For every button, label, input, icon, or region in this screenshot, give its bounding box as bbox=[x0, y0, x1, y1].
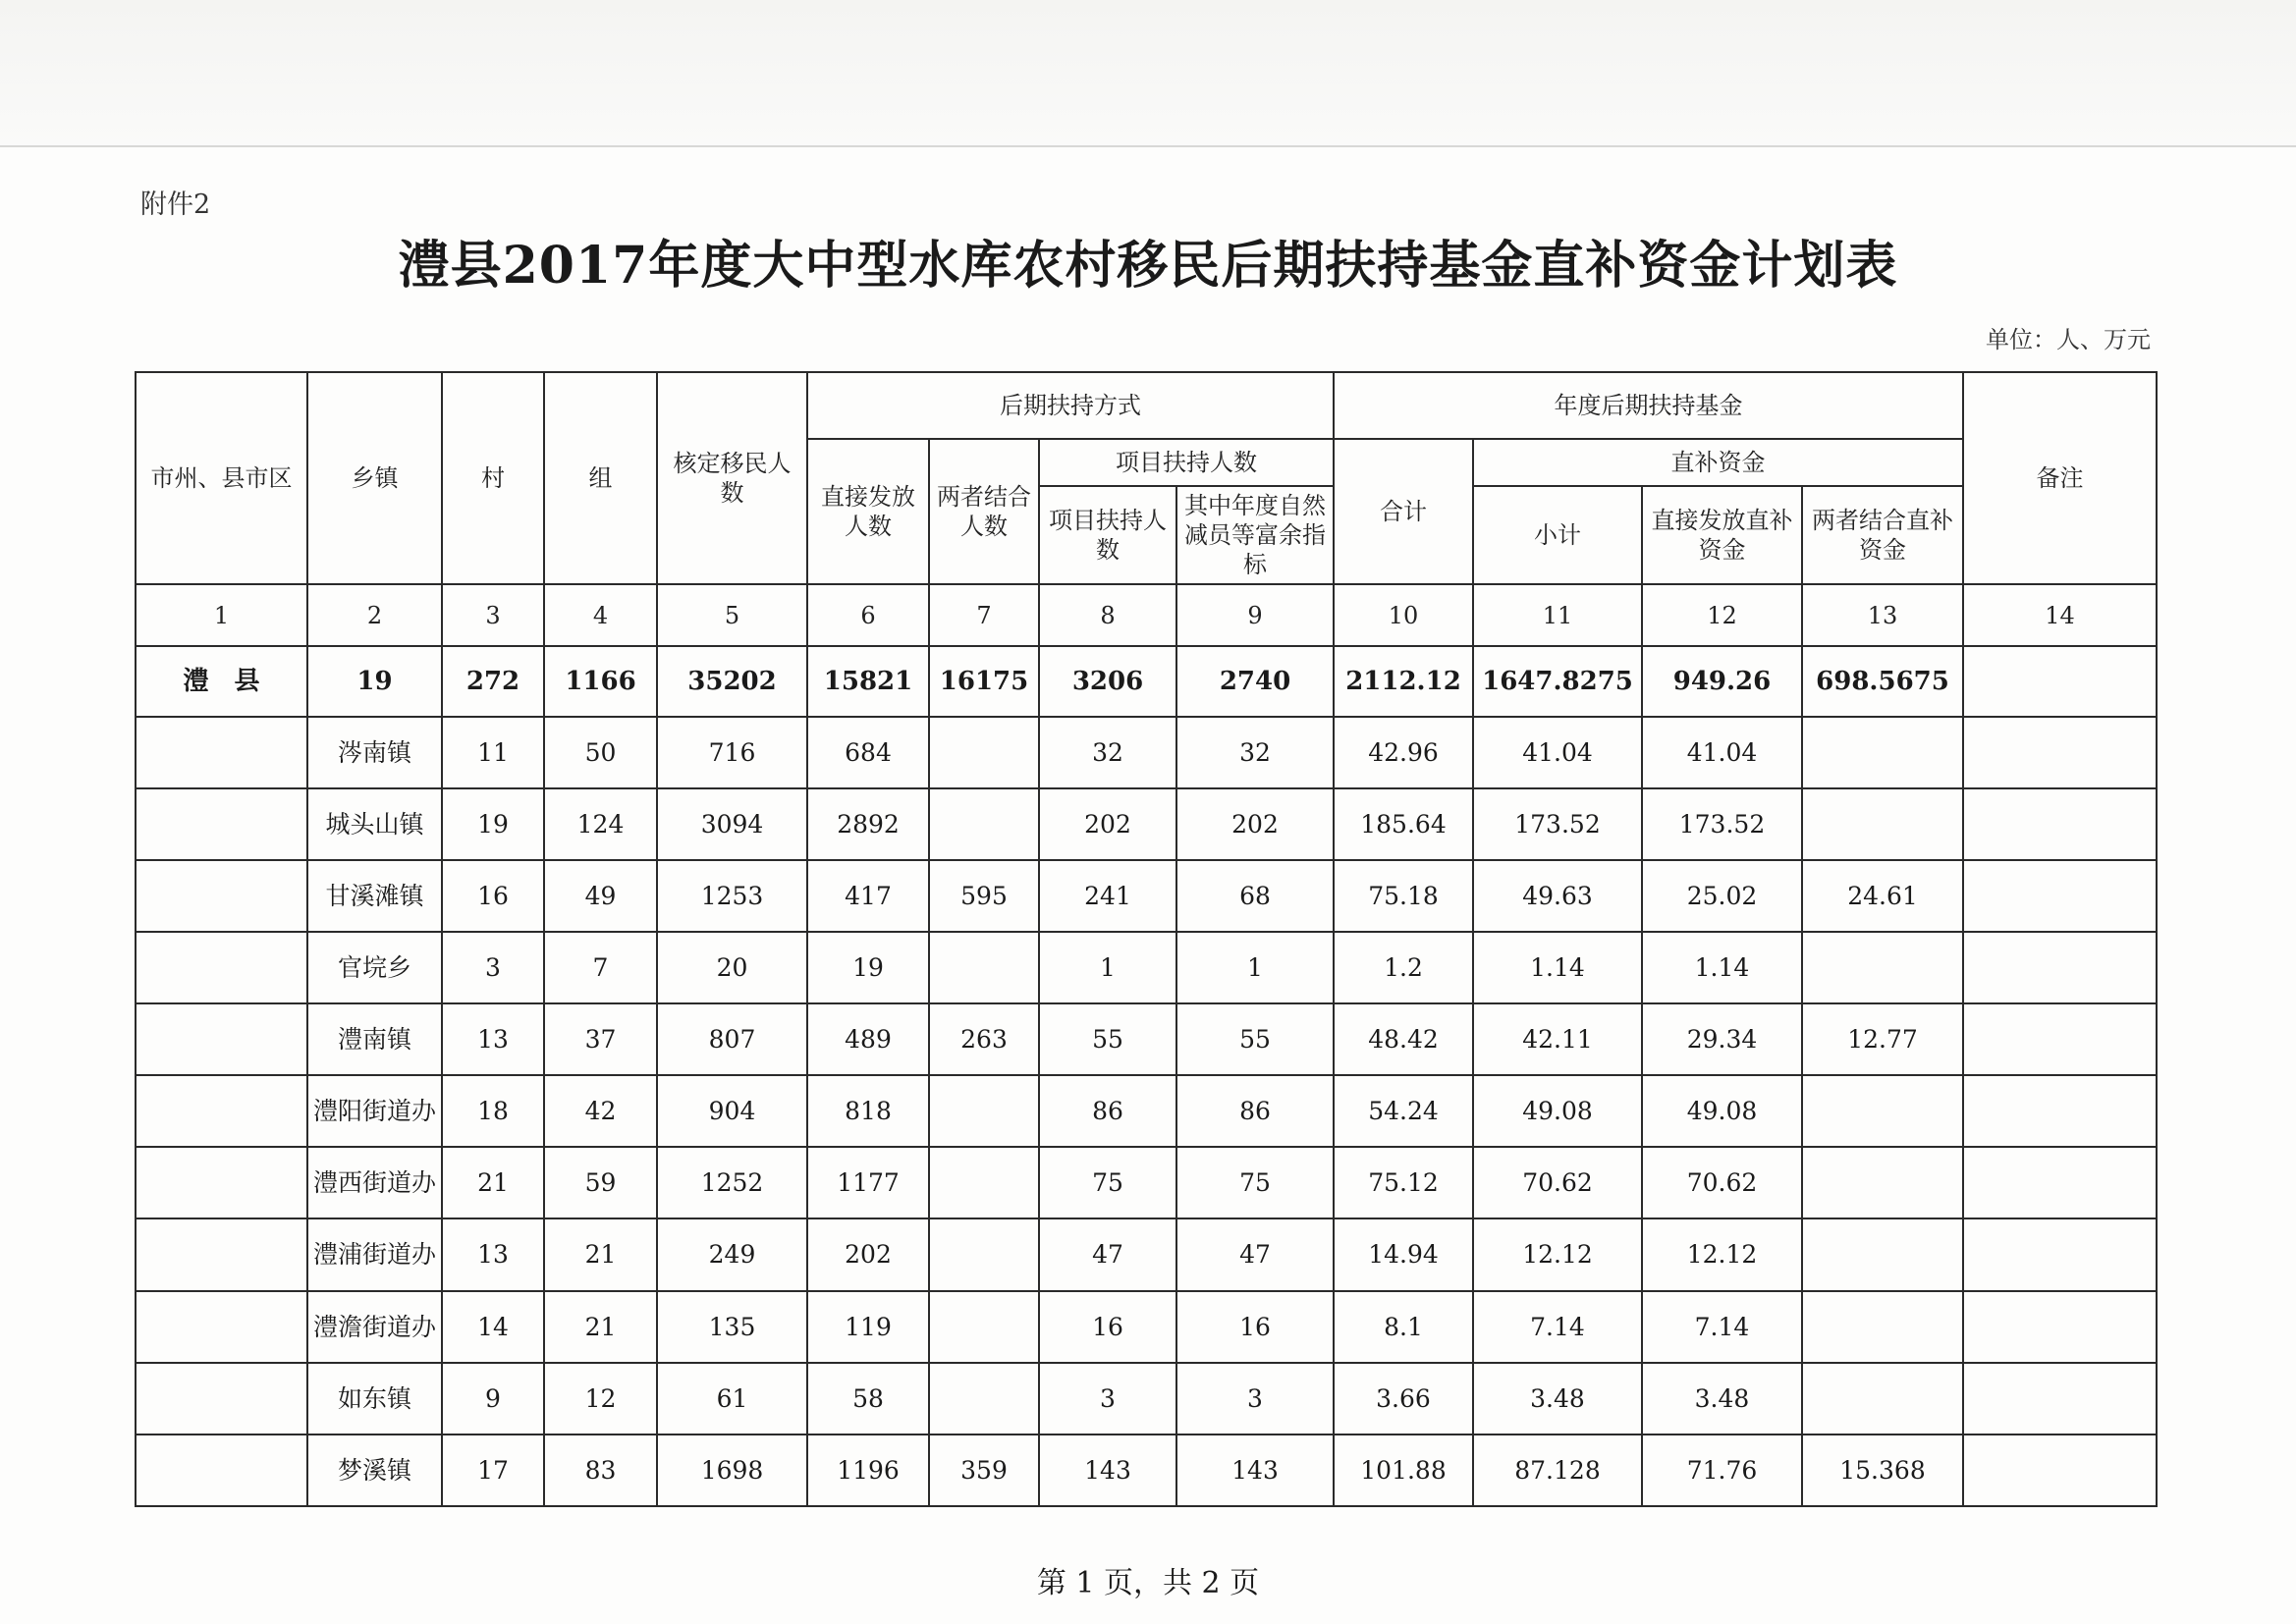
cell-town: 梦溪镇 bbox=[307, 1435, 442, 1506]
cell-verified: 249 bbox=[657, 1218, 807, 1290]
cell-remark bbox=[1963, 788, 2157, 860]
cell-combined bbox=[929, 788, 1039, 860]
cell-combined-fund: 24.61 bbox=[1802, 860, 1963, 932]
cell-combined-fund bbox=[1802, 1291, 1963, 1363]
cell-total: 48.42 bbox=[1334, 1003, 1473, 1075]
cell-town: 19 bbox=[307, 646, 442, 716]
cell-subtotal: 7.14 bbox=[1473, 1291, 1642, 1363]
cell-project: 47 bbox=[1039, 1218, 1176, 1290]
cell-total: 101.88 bbox=[1334, 1435, 1473, 1506]
cell-verified: 904 bbox=[657, 1075, 807, 1147]
column-number: 4 bbox=[544, 584, 657, 646]
cell-city bbox=[136, 1363, 307, 1435]
cell-reduction: 55 bbox=[1176, 1003, 1334, 1075]
cell-project: 1 bbox=[1039, 932, 1176, 1003]
cell-remark bbox=[1963, 1291, 2157, 1363]
cell-combined bbox=[929, 1218, 1039, 1290]
cell-direct-fund: 25.02 bbox=[1642, 860, 1802, 932]
cell-city bbox=[136, 788, 307, 860]
cell-group: 21 bbox=[544, 1291, 657, 1363]
cell-project: 241 bbox=[1039, 860, 1176, 932]
table-row bbox=[136, 932, 2157, 1003]
cell-town: 甘溪滩镇 bbox=[307, 860, 442, 932]
cell-subtotal: 3.48 bbox=[1473, 1363, 1642, 1435]
header-direct-count: 直接发放人数 bbox=[807, 439, 929, 584]
column-number: 13 bbox=[1802, 584, 1963, 646]
cell-project: 86 bbox=[1039, 1075, 1176, 1147]
cell-direct-fund: 70.62 bbox=[1642, 1147, 1802, 1218]
cell-direct: 818 bbox=[807, 1075, 929, 1147]
cell-combined-fund bbox=[1802, 932, 1963, 1003]
cell-direct: 2892 bbox=[807, 788, 929, 860]
cell-subtotal: 1.14 bbox=[1473, 932, 1642, 1003]
cell-direct: 1177 bbox=[807, 1147, 929, 1218]
table-row bbox=[136, 1003, 2157, 1075]
cell-city bbox=[136, 860, 307, 932]
cell-total: 8.1 bbox=[1334, 1291, 1473, 1363]
cell-combined-fund bbox=[1802, 1218, 1963, 1290]
table-row bbox=[136, 788, 2157, 860]
cell-total: 75.12 bbox=[1334, 1147, 1473, 1218]
column-number: 6 bbox=[807, 584, 929, 646]
cell-village: 13 bbox=[442, 1003, 544, 1075]
cell-group: 1166 bbox=[544, 646, 657, 716]
cell-direct: 119 bbox=[807, 1291, 929, 1363]
cell-direct: 489 bbox=[807, 1003, 929, 1075]
cell-combined-fund bbox=[1802, 788, 1963, 860]
column-number-row bbox=[136, 584, 2157, 646]
cell-town: 城头山镇 bbox=[307, 788, 442, 860]
cell-reduction: 2740 bbox=[1176, 646, 1334, 716]
cell-direct-fund: 7.14 bbox=[1642, 1291, 1802, 1363]
column-number: 9 bbox=[1176, 584, 1334, 646]
table-row bbox=[136, 860, 2157, 932]
cell-town: 澧南镇 bbox=[307, 1003, 442, 1075]
cell-village: 11 bbox=[442, 717, 544, 788]
header-town: 乡镇 bbox=[307, 372, 442, 584]
cell-subtotal: 42.11 bbox=[1473, 1003, 1642, 1075]
header-group: 组 bbox=[544, 372, 657, 584]
cell-village: 17 bbox=[442, 1435, 544, 1506]
cell-project: 75 bbox=[1039, 1147, 1176, 1218]
cell-combined: 359 bbox=[929, 1435, 1039, 1506]
cell-direct-fund: 173.52 bbox=[1642, 788, 1802, 860]
cell-village: 21 bbox=[442, 1147, 544, 1218]
cell-reduction: 1 bbox=[1176, 932, 1334, 1003]
cell-town: 如东镇 bbox=[307, 1363, 442, 1435]
cell-group: 83 bbox=[544, 1435, 657, 1506]
cell-subtotal: 12.12 bbox=[1473, 1218, 1642, 1290]
cell-village: 18 bbox=[442, 1075, 544, 1147]
cell-direct: 15821 bbox=[807, 646, 929, 716]
cell-combined: 263 bbox=[929, 1003, 1039, 1075]
cell-group: 49 bbox=[544, 860, 657, 932]
cell-subtotal: 49.08 bbox=[1473, 1075, 1642, 1147]
header-reduction: 其中年度自然减员等富余指标 bbox=[1176, 486, 1334, 584]
cell-combined: 16175 bbox=[929, 646, 1039, 716]
column-number: 3 bbox=[442, 584, 544, 646]
cell-group: 59 bbox=[544, 1147, 657, 1218]
cell-reduction: 32 bbox=[1176, 717, 1334, 788]
cell-remark bbox=[1963, 1147, 2157, 1218]
cell-remark bbox=[1963, 1435, 2157, 1506]
cell-total: 54.24 bbox=[1334, 1075, 1473, 1147]
cell-combined-fund bbox=[1802, 1147, 1963, 1218]
cell-village: 16 bbox=[442, 860, 544, 932]
header-annual-fund: 年度后期扶持基金 bbox=[1334, 372, 1963, 439]
column-number: 14 bbox=[1963, 584, 2157, 646]
header-city: 市州、县市区 bbox=[136, 372, 307, 584]
header-verified-count: 核定移民人数 bbox=[657, 372, 807, 584]
cell-direct: 684 bbox=[807, 717, 929, 788]
cell-remark bbox=[1963, 1218, 2157, 1290]
cell-direct: 1196 bbox=[807, 1435, 929, 1506]
table-row bbox=[136, 646, 2157, 716]
header-project-group: 项目扶持人数 bbox=[1039, 439, 1334, 486]
cell-verified: 135 bbox=[657, 1291, 807, 1363]
table-row bbox=[136, 1147, 2157, 1218]
cell-direct: 19 bbox=[807, 932, 929, 1003]
page-title: 澧县2017年度大中型水库农村移民后期扶持基金直补资金计划表 bbox=[398, 236, 1898, 296]
cell-project: 3206 bbox=[1039, 646, 1176, 716]
cell-group: 12 bbox=[544, 1363, 657, 1435]
cell-combined bbox=[929, 1075, 1039, 1147]
cell-reduction: 86 bbox=[1176, 1075, 1334, 1147]
cell-reduction: 47 bbox=[1176, 1218, 1334, 1290]
cell-direct: 202 bbox=[807, 1218, 929, 1290]
cell-verified: 3094 bbox=[657, 788, 807, 860]
cell-verified: 20 bbox=[657, 932, 807, 1003]
cell-city bbox=[136, 1435, 307, 1506]
cell-city bbox=[136, 932, 307, 1003]
cell-combined-fund bbox=[1802, 717, 1963, 788]
column-number: 8 bbox=[1039, 584, 1176, 646]
cell-town: 澧浦街道办 bbox=[307, 1218, 442, 1290]
cell-direct: 58 bbox=[807, 1363, 929, 1435]
cell-city bbox=[136, 1291, 307, 1363]
cell-group: 37 bbox=[544, 1003, 657, 1075]
cell-verified: 35202 bbox=[657, 646, 807, 716]
cell-reduction: 202 bbox=[1176, 788, 1334, 860]
unit-label: 单位：人、万元 bbox=[1986, 326, 2151, 353]
cell-remark bbox=[1963, 717, 2157, 788]
cell-village: 3 bbox=[442, 932, 544, 1003]
header-village: 村 bbox=[442, 372, 544, 584]
column-number: 11 bbox=[1473, 584, 1642, 646]
cell-city bbox=[136, 1147, 307, 1218]
cell-city bbox=[136, 717, 307, 788]
cell-remark bbox=[1963, 1075, 2157, 1147]
header-direct-subsidy: 直补资金 bbox=[1473, 439, 1963, 486]
header-remark: 备注 bbox=[1963, 372, 2157, 584]
cell-total: 14.94 bbox=[1334, 1218, 1473, 1290]
cell-group: 50 bbox=[544, 717, 657, 788]
cell-project: 16 bbox=[1039, 1291, 1176, 1363]
cell-village: 14 bbox=[442, 1291, 544, 1363]
cell-direct-fund: 71.76 bbox=[1642, 1435, 1802, 1506]
cell-village: 9 bbox=[442, 1363, 544, 1435]
cell-direct-fund: 41.04 bbox=[1642, 717, 1802, 788]
cell-city bbox=[136, 1218, 307, 1290]
header-combined-count: 两者结合人数 bbox=[929, 439, 1039, 584]
cell-verified: 807 bbox=[657, 1003, 807, 1075]
cell-total: 1.2 bbox=[1334, 932, 1473, 1003]
table-row bbox=[136, 1218, 2157, 1290]
header-support-method: 后期扶持方式 bbox=[807, 372, 1334, 439]
cell-town: 澧澹街道办 bbox=[307, 1291, 442, 1363]
table-row bbox=[136, 1291, 2157, 1363]
table-body bbox=[136, 646, 2157, 1506]
cell-total: 185.64 bbox=[1334, 788, 1473, 860]
cell-combined bbox=[929, 932, 1039, 1003]
cell-total: 2112.12 bbox=[1334, 646, 1473, 716]
cell-combined-fund: 15.368 bbox=[1802, 1435, 1963, 1506]
cell-subtotal: 41.04 bbox=[1473, 717, 1642, 788]
cell-project: 202 bbox=[1039, 788, 1176, 860]
cell-direct-fund: 29.34 bbox=[1642, 1003, 1802, 1075]
cell-verified: 61 bbox=[657, 1363, 807, 1435]
cell-direct: 417 bbox=[807, 860, 929, 932]
cell-combined-fund bbox=[1802, 1363, 1963, 1435]
cell-project: 143 bbox=[1039, 1435, 1176, 1506]
cell-verified: 1253 bbox=[657, 860, 807, 932]
header-combined-fund: 两者结合直补资金 bbox=[1802, 486, 1963, 584]
cell-group: 7 bbox=[544, 932, 657, 1003]
cell-verified: 1698 bbox=[657, 1435, 807, 1506]
cell-reduction: 3 bbox=[1176, 1363, 1334, 1435]
header-total: 合计 bbox=[1334, 439, 1473, 584]
column-number: 2 bbox=[307, 584, 442, 646]
column-number: 12 bbox=[1642, 584, 1802, 646]
column-number: 5 bbox=[657, 584, 807, 646]
cell-direct-fund: 3.48 bbox=[1642, 1363, 1802, 1435]
cell-subtotal: 173.52 bbox=[1473, 788, 1642, 860]
cell-village: 13 bbox=[442, 1218, 544, 1290]
cell-total: 75.18 bbox=[1334, 860, 1473, 932]
cell-subtotal: 87.128 bbox=[1473, 1435, 1642, 1506]
cell-remark bbox=[1963, 646, 2157, 716]
cell-project: 55 bbox=[1039, 1003, 1176, 1075]
cell-verified: 716 bbox=[657, 717, 807, 788]
table-row bbox=[136, 1363, 2157, 1435]
cell-combined-fund bbox=[1802, 1075, 1963, 1147]
cell-subtotal: 70.62 bbox=[1473, 1147, 1642, 1218]
column-number: 1 bbox=[136, 584, 307, 646]
cell-total: 42.96 bbox=[1334, 717, 1473, 788]
cell-combined: 595 bbox=[929, 860, 1039, 932]
cell-project: 3 bbox=[1039, 1363, 1176, 1435]
cell-combined bbox=[929, 717, 1039, 788]
cell-subtotal: 1647.8275 bbox=[1473, 646, 1642, 716]
cell-reduction: 75 bbox=[1176, 1147, 1334, 1218]
cell-city bbox=[136, 1003, 307, 1075]
table-row bbox=[136, 1435, 2157, 1506]
cell-town: 澧西街道办 bbox=[307, 1147, 442, 1218]
cell-combined-fund: 698.5675 bbox=[1802, 646, 1963, 716]
table-row bbox=[136, 717, 2157, 788]
cell-group: 124 bbox=[544, 788, 657, 860]
cell-direct-fund: 49.08 bbox=[1642, 1075, 1802, 1147]
cell-group: 42 bbox=[544, 1075, 657, 1147]
cell-direct-fund: 12.12 bbox=[1642, 1218, 1802, 1290]
header-project-count: 项目扶持人数 bbox=[1039, 486, 1176, 584]
cell-direct-fund: 949.26 bbox=[1642, 646, 1802, 716]
cell-remark bbox=[1963, 932, 2157, 1003]
cell-group: 21 bbox=[544, 1218, 657, 1290]
cell-combined bbox=[929, 1363, 1039, 1435]
header-subtotal: 小计 bbox=[1473, 486, 1642, 584]
cell-project: 32 bbox=[1039, 717, 1176, 788]
cell-remark bbox=[1963, 1003, 2157, 1075]
cell-direct-fund: 1.14 bbox=[1642, 932, 1802, 1003]
cell-combined bbox=[929, 1291, 1039, 1363]
cell-village: 272 bbox=[442, 646, 544, 716]
page-footer: 第 1 页，共 2 页 bbox=[1036, 1566, 1260, 1600]
cell-town: 涔南镇 bbox=[307, 717, 442, 788]
cell-reduction: 68 bbox=[1176, 860, 1334, 932]
cell-town: 官垸乡 bbox=[307, 932, 442, 1003]
header-direct-fund: 直接发放直补资金 bbox=[1642, 486, 1802, 584]
column-number: 7 bbox=[929, 584, 1039, 646]
cell-city: 澧 县 bbox=[136, 646, 307, 716]
fund-plan-table bbox=[135, 371, 2158, 1507]
cell-total: 3.66 bbox=[1334, 1363, 1473, 1435]
cell-reduction: 143 bbox=[1176, 1435, 1334, 1506]
scan-top-strip bbox=[0, 0, 2296, 147]
column-number: 10 bbox=[1334, 584, 1473, 646]
cell-combined bbox=[929, 1147, 1039, 1218]
cell-remark bbox=[1963, 1363, 2157, 1435]
cell-verified: 1252 bbox=[657, 1147, 807, 1218]
cell-village: 19 bbox=[442, 788, 544, 860]
cell-remark bbox=[1963, 860, 2157, 932]
cell-city bbox=[136, 1075, 307, 1147]
cell-subtotal: 49.63 bbox=[1473, 860, 1642, 932]
attachment-label: 附件2 bbox=[140, 189, 211, 220]
table-row bbox=[136, 1075, 2157, 1147]
cell-combined-fund: 12.77 bbox=[1802, 1003, 1963, 1075]
cell-town: 澧阳街道办 bbox=[307, 1075, 442, 1147]
cell-reduction: 16 bbox=[1176, 1291, 1334, 1363]
